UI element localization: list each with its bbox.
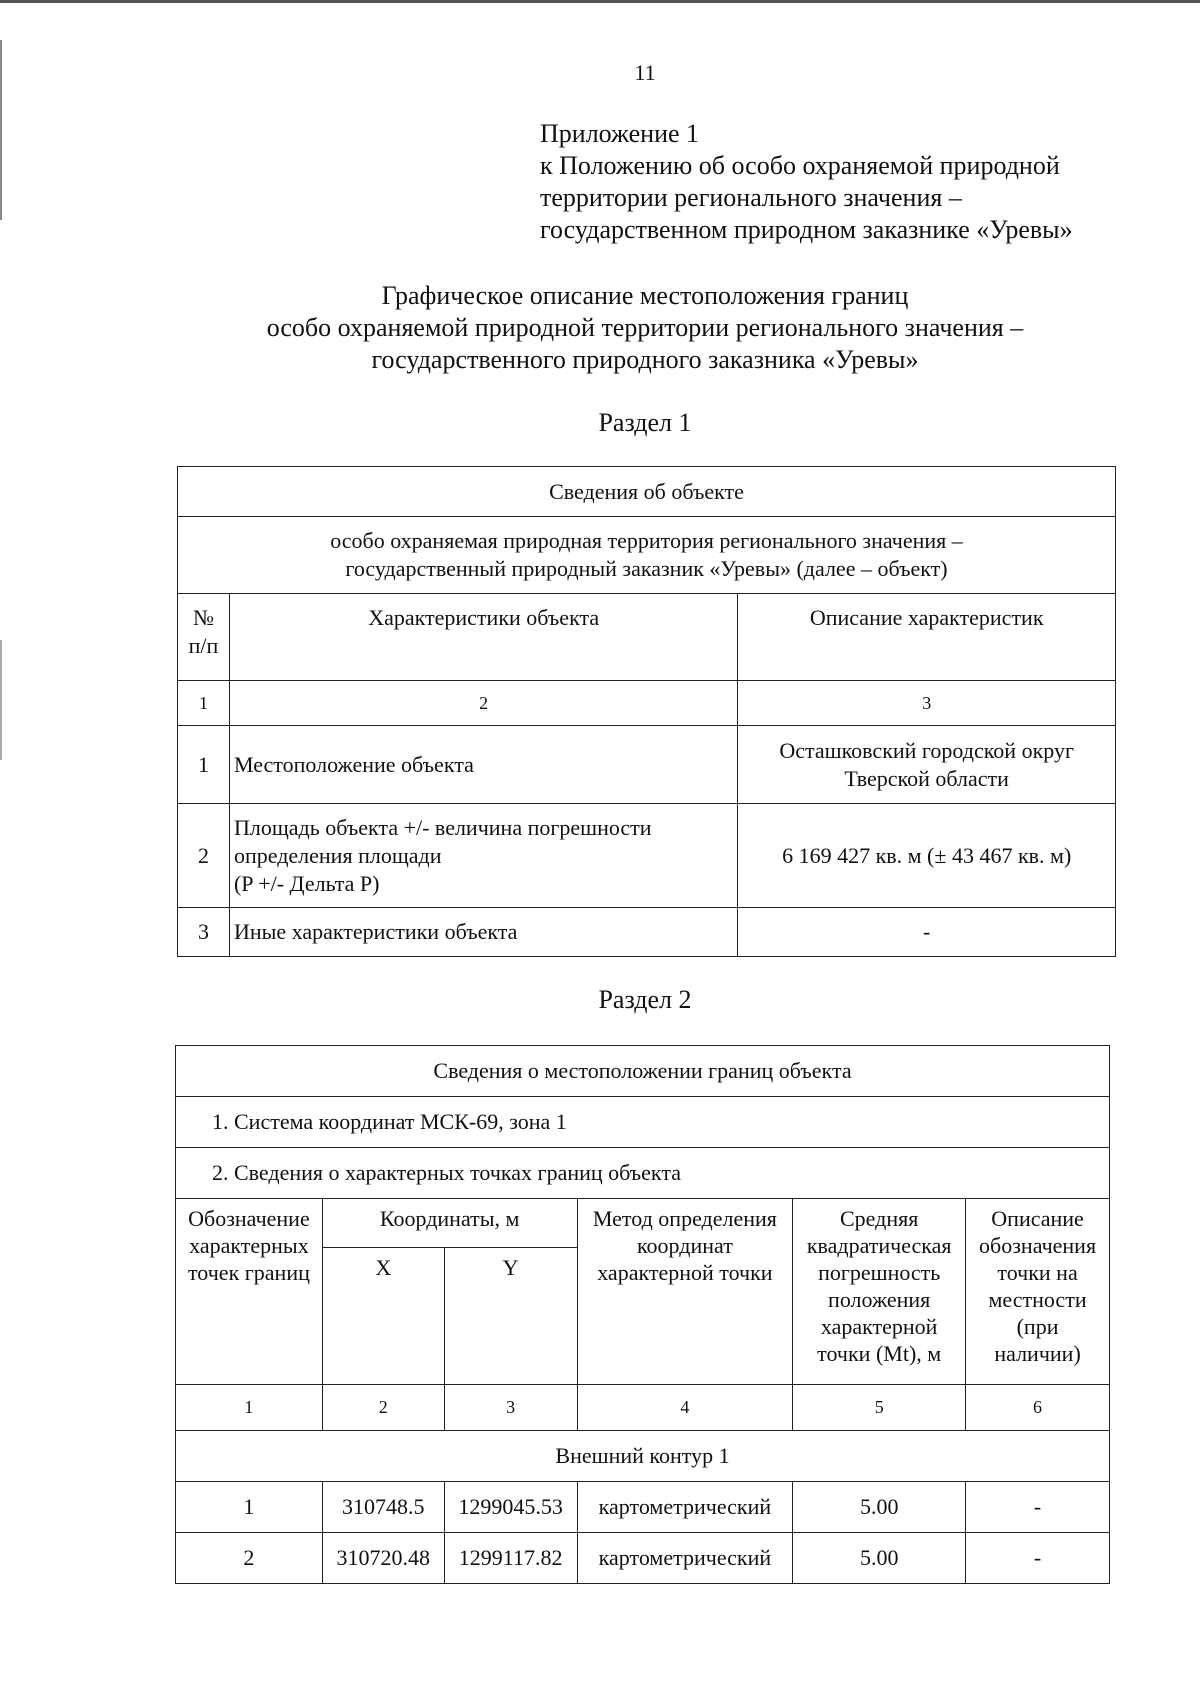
header-num-line: № <box>192 605 214 630</box>
cell-line: Площадь объекта +/- величина погрешности <box>233 814 652 840</box>
column-number: 6 <box>966 1385 1110 1431</box>
column-number: 2 <box>322 1385 444 1431</box>
header-line: Обозначение <box>188 1206 310 1231</box>
cell-line: определения площади <box>233 842 442 868</box>
point-id: 1 <box>176 1482 323 1533</box>
annex-line: Приложение 1 <box>540 119 700 148</box>
cell-line: - <box>923 919 931 944</box>
top-border-line <box>0 0 1200 3</box>
cell-line: Осташковский городской округ <box>779 737 1074 763</box>
header-coordinates: Координаты, м <box>322 1199 577 1248</box>
table-row <box>178 726 1116 804</box>
header-line: погрешность <box>818 1260 941 1285</box>
row-characteristic <box>229 908 737 957</box>
object-name-line: государственный природный заказник «Уревы» (далее – объект) <box>345 556 948 581</box>
point-method: картометрический <box>577 1482 793 1533</box>
cell-line: Местоположение объекта <box>233 751 474 777</box>
title-line: особо охраняемой природной территории регионального значения – <box>266 313 1024 342</box>
point-y: 1299117.82 <box>444 1533 577 1584</box>
column-number: 3 <box>444 1385 577 1431</box>
header-line: наличии) <box>994 1341 1081 1366</box>
point-y: 1299045.53 <box>444 1482 577 1533</box>
row-characteristic <box>229 726 737 804</box>
point-method: картометрический <box>577 1533 793 1584</box>
row-description <box>738 726 1116 804</box>
left-scan-edge-lower <box>0 640 2 760</box>
header-line: характерной <box>820 1314 938 1339</box>
row-description <box>738 908 1116 957</box>
header-description: Описание характеристик <box>738 594 1116 681</box>
title-line: государственного природного заказника «Уревы» <box>371 345 919 374</box>
header-y: Y <box>444 1248 577 1385</box>
boundary-points-table <box>175 1045 1110 1584</box>
annex-line: к Положению об особо охраняемой природной <box>540 151 1060 180</box>
table-title: Сведения об объекте <box>178 467 1116 517</box>
annex-line: территории регионального значения – <box>540 183 962 212</box>
header-num-line: п/п <box>188 633 219 658</box>
row-num: 1 <box>178 726 230 804</box>
cell-line: Тверской области <box>844 765 1009 791</box>
table-row <box>178 908 1116 957</box>
point-marking: - <box>966 1533 1110 1584</box>
row-num: 3 <box>178 908 230 957</box>
header-line: точки (Mt), м <box>817 1341 942 1366</box>
document-title <box>0 280 1200 376</box>
point-error: 5.00 <box>793 1533 966 1584</box>
header-line: Средняя <box>840 1206 919 1231</box>
column-number: 1 <box>176 1385 323 1431</box>
header-num <box>178 594 230 681</box>
cell-line: 6 169 427 кв. м (± 43 467 кв. м) <box>782 842 1072 868</box>
column-number: 5 <box>793 1385 966 1431</box>
coordinate-system: 1. Система координат МСК-69, зона 1 <box>176 1097 1110 1148</box>
header-x: X <box>322 1248 444 1385</box>
object-name-line: особо охраняемая природная территория регионального значения – <box>330 528 963 553</box>
column-number: 2 <box>229 681 737 726</box>
point-x: 310748.5 <box>322 1482 444 1533</box>
header-line: квадратическая <box>806 1233 952 1258</box>
row-description <box>738 804 1116 908</box>
table-row <box>176 1533 1110 1584</box>
object-name <box>178 517 1116 594</box>
header-line: характерных <box>189 1233 309 1258</box>
column-number: 3 <box>738 681 1116 726</box>
header-error <box>793 1199 966 1385</box>
row-num: 2 <box>178 804 230 908</box>
header-designation <box>176 1199 323 1385</box>
point-error: 5.00 <box>793 1482 966 1533</box>
section1-heading: Раздел 1 <box>598 408 692 437</box>
header-line: характерной точки <box>597 1260 773 1285</box>
row-characteristic <box>229 804 737 908</box>
page-number: 11 <box>634 60 656 85</box>
header-line: (при <box>1016 1314 1059 1339</box>
table-title: Сведения о местоположении границ объекта <box>176 1046 1110 1097</box>
point-x: 310720.48 <box>322 1533 444 1584</box>
header-line: положения <box>828 1287 931 1312</box>
table-row <box>178 804 1116 908</box>
header-characteristics: Характеристики объекта <box>229 594 737 681</box>
header-marking <box>966 1199 1110 1385</box>
object-info-table <box>177 466 1116 957</box>
point-id: 2 <box>176 1533 323 1584</box>
annex-line: государственном природном заказнике «Уревы» <box>540 215 1073 244</box>
header-line: Метод определения <box>592 1206 777 1231</box>
header-line: координат <box>636 1233 733 1258</box>
points-section-title: 2. Сведения о характерных точках границ объекта <box>176 1148 1110 1199</box>
header-line: точек границ <box>187 1260 310 1285</box>
table-row <box>176 1482 1110 1533</box>
header-method <box>577 1199 793 1385</box>
header-line: Описание <box>991 1206 1084 1231</box>
header-line: точки на <box>997 1260 1078 1285</box>
column-number: 1 <box>178 681 230 726</box>
point-marking: - <box>966 1482 1110 1533</box>
cell-line: Иные характеристики объекта <box>233 919 518 944</box>
header-line: обозначения <box>979 1233 1097 1258</box>
column-number: 4 <box>577 1385 793 1431</box>
title-line: Графическое описание местоположения границ <box>381 281 909 310</box>
section2-heading: Раздел 2 <box>598 985 692 1014</box>
contour-label: Внешний контур 1 <box>176 1431 1110 1482</box>
annex-reference <box>540 118 1073 246</box>
header-line: местности <box>988 1287 1087 1312</box>
cell-line: (P +/- Дельта P) <box>233 870 380 896</box>
